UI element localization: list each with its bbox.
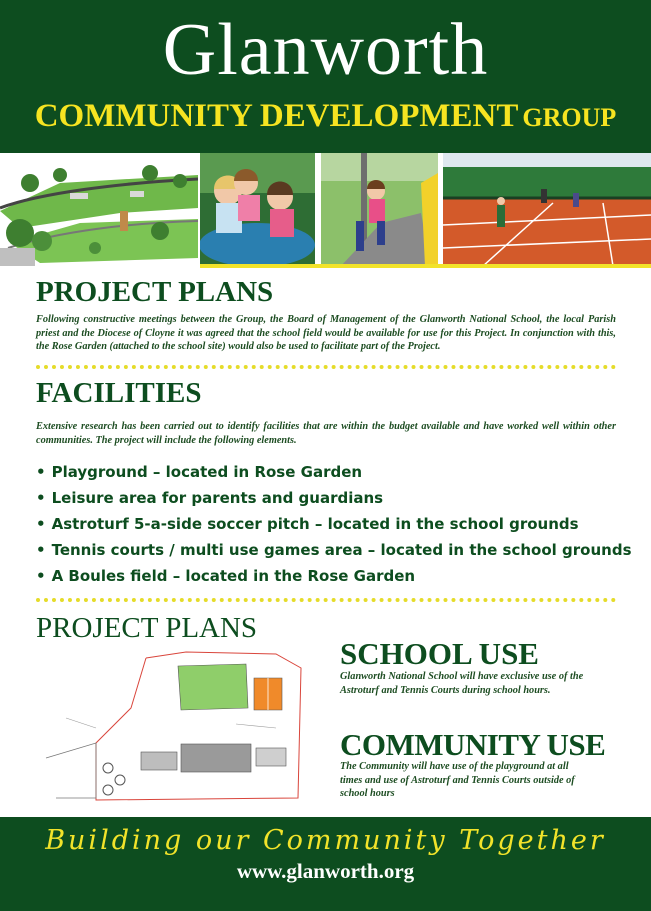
footer-banner	[0, 817, 651, 911]
facilities-heading: FACILITIES	[36, 377, 202, 409]
list-item: • A Boules field – located in the Rose Garden	[36, 563, 636, 589]
project-plans-text: Following constructive meetings between the Group, the Board of Management of the Glanworth National School, the local Parish priest and the Diocese of Cloyne it was agreed that the school field would be available for use for this Project. In conjunction with this, the Rose Garden (attached to the school site) would also be used to facilitate part of the Project.	[36, 314, 616, 352]
website-link[interactable]: www.glanworth.org	[236, 859, 415, 883]
bullet-icon: •	[36, 489, 46, 507]
school-use-text: Glanworth National School will have exclusive use of the Astroturf and Tennis Courts during school hours.	[340, 671, 584, 696]
tennis-court-image	[443, 153, 651, 266]
subtitle-tail: GROUP	[522, 103, 617, 132]
park-rendering-image	[0, 153, 198, 266]
page-subtitle	[0, 98, 651, 135]
list-item: • Tennis courts / multi use games area – located in the school grounds	[36, 537, 636, 563]
dotted-divider	[36, 598, 616, 602]
list-item: • Astroturf 5-a-side soccer pitch – located in the school grounds	[36, 511, 636, 537]
photo-strip	[0, 153, 651, 270]
project-plans-heading-2: PROJECT PLANS	[36, 612, 258, 644]
bullet-icon: •	[36, 515, 46, 533]
school-use-heading: SCHOOL USE	[340, 636, 539, 671]
project-plans-heading: PROJECT PLANS	[36, 276, 274, 308]
photo-strip-underline	[200, 264, 651, 268]
bullet-icon: •	[36, 541, 46, 559]
bullet-icon: •	[36, 463, 46, 481]
community-use-text: The Community will have use of the playground at all times and use of Astroturf and Tennis Courts outside of school hours	[340, 761, 575, 799]
facilities-list	[36, 459, 636, 589]
page-title: Glanworth	[162, 9, 489, 91]
header-banner	[0, 0, 651, 153]
list-item: • Playground – located in Rose Garden	[36, 459, 636, 485]
dotted-divider	[36, 365, 616, 369]
facilities-text: Extensive research has been carried out to identify facilities that are within the budget available and have worked well within other communities. The project will include the following elements.	[36, 421, 616, 446]
child-climbing-image	[321, 153, 438, 266]
bullet-icon: •	[36, 567, 46, 585]
community-use-heading: COMMUNITY USE	[340, 727, 606, 762]
children-swing-image	[200, 153, 315, 266]
subtitle-main: COMMUNITY DEVELOPMENT	[34, 98, 519, 134]
site-plan-image	[36, 648, 306, 806]
footer-slogan: Building our Community Together	[45, 825, 606, 856]
list-item: • Leisure area for parents and guardians	[36, 485, 636, 511]
